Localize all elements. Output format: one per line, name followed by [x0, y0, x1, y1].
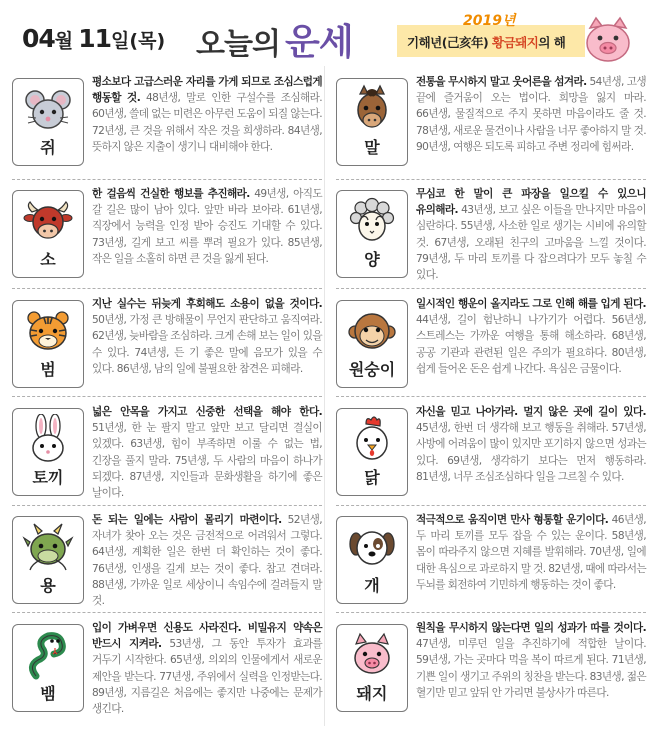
zodiac-entry-horse — [330, 68, 648, 177]
date-day-unit: 일 — [111, 30, 130, 52]
animal-name: 닭 — [364, 468, 380, 487]
dog-icon — [346, 522, 398, 574]
zodiac-card — [12, 78, 84, 166]
year-text — [407, 33, 565, 51]
zodiac-entry-tiger — [6, 290, 324, 399]
fortune-lead: 지난 실수는 뒤늦게 후회해도 소용이 없을 것이다. — [92, 298, 322, 310]
fortune-text — [416, 186, 646, 283]
fortune-text — [416, 74, 646, 155]
fortune-body: 50년생, 가정 큰 방해물이 무언지 판단하고 움직여라. 62년생, 늦바람을 조심하라. 크게 손해 보는 일이 있을 수 있다. 74년생, 든 기 좋은 말에 음모가 있을 수 있다. 86년생, 남의 일에 불필요한 참견은 피해라. — [92, 314, 322, 375]
fortune-text — [416, 404, 646, 485]
horse-icon — [346, 84, 398, 136]
fortune-text — [416, 620, 646, 701]
zodiac-entry-monkey — [330, 290, 648, 399]
year-label: 2019년 — [463, 13, 516, 29]
zodiac-entry-snake — [6, 614, 324, 723]
pig-mascot-icon — [580, 16, 636, 64]
year-banner — [397, 13, 585, 57]
zodiac-entry-rooster — [330, 398, 648, 507]
tiger-icon — [22, 306, 74, 358]
animal-name: 양 — [364, 250, 380, 269]
fortune-text — [416, 296, 646, 377]
zodiac-entry-rat — [6, 68, 324, 177]
fortune-body: 45년생, 한번 더 생각해 보고 행동을 취해라. 57년생, 사방에 어려움이 많이 있지만 포기하지 않으면 성과는 있다. 69년생, 생각하기 보다는 먼저 행동하라. 81년생, 너무 조심조심하다 일을 그르칠 수 있다. — [416, 422, 646, 483]
fortune-body: 49년생, 아직도 갈 길은 많이 남아 있다. 앞만 바라 보아라. 61년생, 직장에서 능력을 인정 받아 승진도 기대할 수 있다. 73년생, 길게 보고 씨를 뿌려 필요가 있다. 85년생, 작은 일을 소홀히 하면 큰 것을 잃게 된다. — [92, 188, 322, 265]
zodiac-card — [12, 190, 84, 278]
zodiac-card — [336, 624, 408, 712]
pig-icon — [346, 630, 398, 682]
fortune-text — [92, 186, 322, 267]
year-text-highlight: 황금돼지 — [492, 35, 539, 50]
animal-name: 원숭이 — [348, 360, 396, 379]
fortune-body: 53년생, 그 동안 투자가 효과를 거두기 시작한다. 65년생, 의외의 인물에게서 새로운 제안을 받는다. 77년생, 주위에서 실력을 인정받는다. 89년생, 지름길은 처음에는 좋지만 나중에는 문제가 생긴다. — [92, 638, 322, 716]
fortune-body: 43년생, 보고 싶은 이들을 만나지만 마음이 심란하다. 55년생, 사소한 일로 생기는 시비에 유의할 것. 67년생, 오래된 친구의 고마움을 느낄 것이다. 79년생, 두 마리 토끼를 다 잡으려다가 모두 놓칠 수 있다. — [416, 204, 646, 282]
fortune-body: 44년생, 길이 험난하니 나가기가 어렵다. 56년생, 스트레스는 가까운 여행을 통해 해소하라. 68년생, 공공 기관과 관련된 일은 주의가 필요하다. 80년생, 쉽게 들어온 돈은 쉽게 나간다. 욕심은 금물이다. — [416, 314, 646, 375]
animal-name: 용 — [40, 576, 56, 595]
animal-name: 개 — [364, 576, 380, 595]
page-header — [0, 0, 649, 64]
fortune-lead: 평소보다 고급스러운 자리를 가게 되므로 조심스럽게 행동할 것. — [92, 76, 322, 105]
fortune-text — [416, 512, 646, 593]
rabbit-icon — [22, 414, 74, 466]
date-day: 11 — [78, 24, 112, 53]
zodiac-entry-rabbit — [6, 398, 324, 507]
animal-name: 말 — [364, 138, 380, 157]
fortune-body: 48년생, 말로 인한 구설수를 조심해라. 60년생, 쓸데 없는 미련은 아무런 도움이 되질 않는다. 72년생, 큰 것을 위해서 작은 것을 희생하라. 84년생, 뜻하지 않은 지출이 생기니 대비해야 한다. — [92, 92, 322, 153]
fortune-lead: 입이 가벼우면 신용도 사라진다. 비밀유지 약속은 반드시 지켜라. — [92, 622, 322, 651]
mouse-icon — [22, 84, 74, 136]
animal-name: 범 — [40, 360, 56, 379]
date-weekday: (목) — [129, 30, 166, 52]
fortune-body: 51년생, 한 눈 팔지 말고 앞만 보고 달리면 결실이 있겠다. 63년생, 힘이 부족하면 이룰 수 없는 법, 긴장을 풀지 말라. 75년생, 두 사람의 마음이 하나가 되겠다. 87년생, 지인들과 문화생활을 하기에 좋은 날이다. — [92, 422, 322, 500]
year-text-prefix: 기해년(己亥年) — [407, 35, 493, 50]
fortune-lead: 적극적으로 움직이면 만사 형통할 운기이다. — [416, 514, 609, 526]
fortune-body: 47년생, 미루던 일을 추진하기에 적합한 날이다. 59년생, 가는 곳마다 먹을 복이 따르게 된다. 71년생, 기쁜 일이 생기고 주위의 칭찬을 받는다. 83년생, 젊은 혈기만 믿고 앞뒤 안 가리면 불상사가 따른다. — [416, 638, 646, 699]
fortune-text — [92, 404, 322, 501]
fortune-lead: 일시적인 행운이 올지라도 그로 인해 해를 입게 된다. — [416, 298, 646, 310]
fortune-text — [92, 74, 322, 155]
zodiac-card — [12, 408, 84, 496]
column-divider — [324, 66, 325, 726]
animal-name: 토끼 — [32, 468, 64, 487]
animal-name: 쥐 — [40, 138, 56, 157]
page-title — [196, 14, 353, 65]
zodiac-card — [336, 78, 408, 166]
entry-divider — [336, 612, 646, 613]
zodiac-card — [12, 624, 84, 712]
fortune-lead: 원칙을 무시하지 않는다면 일의 성과가 따를 것이다. — [416, 622, 646, 634]
chicken-icon — [346, 414, 398, 466]
animal-name: 소 — [40, 250, 56, 269]
zodiac-entry-dog — [330, 506, 648, 615]
date-month-unit: 월 — [54, 30, 74, 52]
animal-name: 뱀 — [40, 684, 56, 703]
zodiac-card — [336, 516, 408, 604]
zodiac-card — [336, 408, 408, 496]
zodiac-card — [12, 516, 84, 604]
entry-divider — [336, 288, 646, 289]
fortune-text — [92, 620, 322, 717]
year-text-suffix: 의 해 — [538, 35, 566, 50]
entry-divider — [12, 288, 322, 289]
zodiac-card — [336, 190, 408, 278]
dragon-icon — [22, 522, 74, 574]
fortune-lead: 무심코 한 말이 큰 파장을 일으킬 수 있으니 유의해라. — [416, 188, 646, 217]
snake-icon — [22, 630, 74, 682]
animal-name: 돼지 — [356, 684, 388, 703]
title-part2: 운세 — [285, 22, 353, 63]
date-label — [22, 24, 165, 53]
fortune-body: 46년생, 두 마리 토끼를 모두 잡을 수 있는 운이다. 58년생, 몸이 따라주지 않으면 지혜를 발휘해라. 70년생, 일에 대한 욕심으로 과로하지 말 것. 82년생, 때에 따라서는 두뇌를 회전하여 기민하게 행동하는 것이 좋다. — [416, 514, 646, 591]
fortune-text — [92, 512, 322, 609]
fortune-body: 52년생, 자녀가 찾아 오는 것은 금전적으로 어려워서 그렇다. 64년생, 계획한 일은 한번 더 확인하는 것이 좋다. 76년생, 인생을 길게 보는 것이 좋다. 참고 견뎌라. 88년생, 가까운 일로 세상이니 속임수에 걸려들지 말 것. — [92, 514, 322, 608]
entry-divider — [336, 396, 646, 397]
sheep-icon — [346, 196, 398, 248]
zodiac-entry-sheep — [330, 180, 648, 289]
fortune-lead: 한 걸음씩 건실한 행보를 추진해라. — [92, 188, 250, 200]
fortune-lead: 전통을 무시하지 말고 웃어른을 섬겨라. — [416, 76, 587, 88]
fortune-lead: 넓은 안목을 가지고 신중한 선택을 해야 한다. — [92, 406, 322, 418]
date-month: 04 — [22, 24, 55, 53]
entry-divider — [12, 612, 322, 613]
zodiac-entry-ox — [6, 180, 324, 289]
cow-icon — [22, 196, 74, 248]
zodiac-card — [336, 300, 408, 388]
fortune-text — [92, 296, 322, 377]
title-part1: 오늘의 — [196, 27, 280, 62]
zodiac-entry-pig — [330, 614, 648, 723]
zodiac-card — [12, 300, 84, 388]
monkey-icon — [346, 306, 398, 358]
fortune-lead: 자신을 믿고 나아가라. 멀지 않은 곳에 길이 있다. — [416, 406, 646, 418]
zodiac-entry-dragon — [6, 506, 324, 615]
fortune-lead: 돈 되는 일에는 사람이 몰리기 마련이다. — [92, 514, 282, 526]
fortune-body: 54년생, 고생 끝에 즐거움이 오는 법이다. 희망을 잃지 마라. 66년생, 물질적으로 주지 못하면 마음이라도 줄 것. 78년생, 새로운 물건이나 사람을 너무 좋아하지 말 것. 90년생, 여행은 되도록 피하고 주변 정리에 힘써라. — [416, 76, 646, 153]
entry-divider — [12, 396, 322, 397]
